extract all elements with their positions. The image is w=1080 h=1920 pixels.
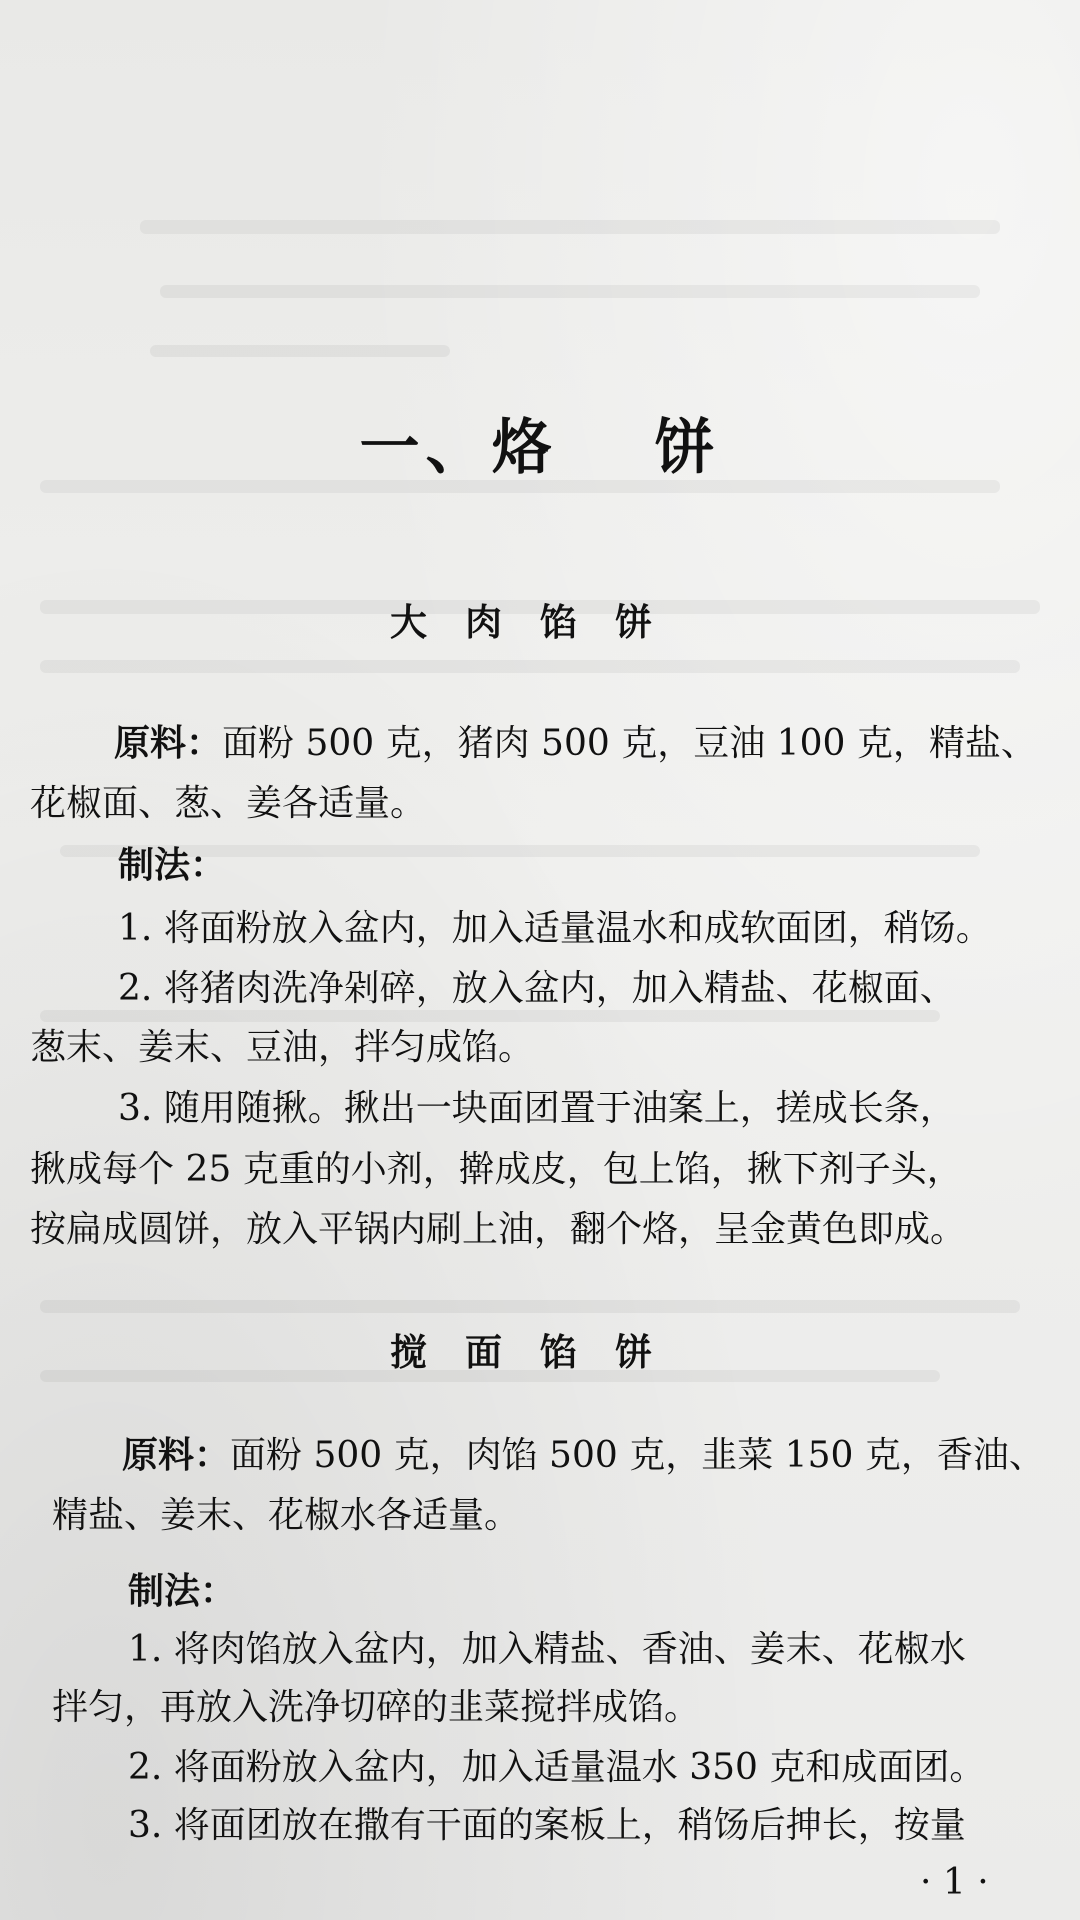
recipe-title: 搅面馅饼 [390,1331,690,1374]
method-step: 2. 将猪肉洗净剁碎，放入盆内，加入精盐、花椒面、 [118,968,956,1009]
method-step: 按扁成圆饼，放入平锅内刷上油，翻个烙，呈金黄色即成。 [30,1209,967,1250]
method-step: 3. 将面团放在撒有干面的案板上，稍饧后抻长，按量 [128,1805,966,1846]
method-step: 葱末、姜末、豆油，拌匀成馅。 [30,1027,535,1068]
chapter-title: 一、烙 饼 [359,413,721,483]
method-label: 制法： [128,1571,237,1612]
method-step: 1. 将面粉放入盆内，加入适量温水和成软面团，稍饧。 [118,908,992,949]
ingredients-text: 面粉 500 克，猪肉 500 克，豆油 100 克，精盐、 [222,723,1037,764]
page-number: · 1 · [920,1862,989,1903]
method-step: 1. 将肉馅放入盆内，加入精盐、香油、姜末、花椒水 [128,1629,966,1670]
ingredients-line: 花椒面、葱、姜各适量。 [30,783,427,824]
ingredients-label: 原料： [114,723,223,764]
ingredients-line [122,1432,1045,1480]
method-step: 揪成每个 25 克重的小剂，擀成皮，包上馅，揪下剂子头， [30,1149,963,1190]
ingredients-line: 精盐、姜末、花椒水各适量。 [52,1495,521,1536]
recipe-title: 大肉馅饼 [390,601,690,644]
method-step: 2. 将面粉放入盆内，加入适量温水 350 克和成面团。 [128,1747,986,1788]
ingredients-line [114,720,1037,768]
method-step: 拌匀，再放入洗净切碎的韭菜搅拌成馅。 [52,1687,701,1728]
ingredients-label: 原料： [122,1435,231,1476]
ingredients-text: 面粉 500 克，肉馅 500 克，韭菜 150 克，香油、 [230,1435,1045,1476]
method-label: 制法： [118,845,227,886]
method-step: 3. 随用随揪。揪出一块面团置于油案上，搓成长条， [118,1088,956,1129]
